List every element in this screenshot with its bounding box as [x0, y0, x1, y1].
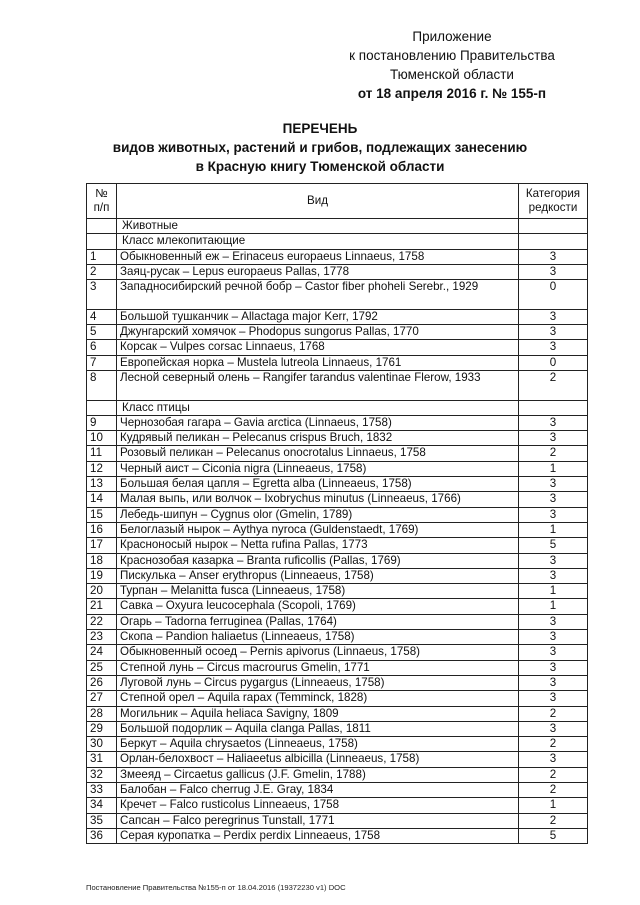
- document-title: [0, 119, 640, 176]
- table-row: [87, 249, 588, 264]
- species-name: Степной орел – Aquila rapax (Temminck, 1828): [117, 691, 519, 706]
- row-number: 14: [87, 492, 117, 507]
- row-number: 24: [87, 645, 117, 660]
- rarity-category: 3: [519, 249, 588, 264]
- section-row-birds: [87, 400, 588, 415]
- species-name: Савка – Oxyura leucocephala (Scopoli, 1769): [117, 599, 519, 614]
- species-name: Большой тушканчик – Allactaga major Kerr, 1792: [117, 309, 519, 324]
- table-row: [87, 461, 588, 476]
- table-row: [87, 280, 588, 310]
- resolution-date-number: от 18 апреля 2016 г. № 155-п: [357, 86, 547, 101]
- rarity-category: 3: [519, 415, 588, 430]
- species-name: Западносибирский речной бобр – Castor fiber phoheli Serebr., 1929: [117, 280, 519, 310]
- rarity-category: 3: [519, 553, 588, 568]
- species-name: Турпан – Melanitta fusca (Linneaeus, 1758): [117, 584, 519, 599]
- species-name: Джунгарский хомячок – Phodopus sungorus Pallas, 1770: [117, 325, 519, 340]
- species-name: Лесной северный олень – Rangifer tarandus valentinae Flerow, 1933: [117, 370, 519, 400]
- row-number: 20: [87, 584, 117, 599]
- table-row: [87, 538, 588, 553]
- row-number: 11: [87, 446, 117, 461]
- section-row-animals: [87, 219, 588, 234]
- table-row: [87, 370, 588, 400]
- rarity-category: 2: [519, 446, 588, 461]
- row-number: 17: [87, 538, 117, 553]
- table-row: [87, 415, 588, 430]
- table-row: [87, 614, 588, 629]
- rarity-category: 0: [519, 280, 588, 310]
- region-name: Тюменской области: [390, 67, 514, 82]
- section-label-birds: Класс птицы: [117, 400, 519, 415]
- species-name: Огарь – Tadorna ferruginea (Pallas, 1764): [117, 614, 519, 629]
- species-name: Заяц-русак – Lepus europaeus Pallas, 1778: [117, 264, 519, 279]
- species-name: Луговой лунь – Circus pygargus (Linneaeus, 1758): [117, 675, 519, 690]
- row-number: 29: [87, 721, 117, 736]
- row-number: 19: [87, 568, 117, 583]
- rarity-category: 2: [519, 737, 588, 752]
- section-label-animals: Животные: [117, 219, 519, 234]
- row-number: 5: [87, 325, 117, 340]
- table-row: [87, 325, 588, 340]
- row-number: 21: [87, 599, 117, 614]
- row-number: 6: [87, 340, 117, 355]
- species-name: Степной лунь – Circus macrourus Gmelin, 1771: [117, 660, 519, 675]
- rarity-category: 3: [519, 675, 588, 690]
- rarity-category: 3: [519, 630, 588, 645]
- row-number: 8: [87, 370, 117, 400]
- row-number: 13: [87, 477, 117, 492]
- section-label-mammals: Класс млекопитающие: [117, 234, 519, 249]
- rarity-category: 3: [519, 325, 588, 340]
- table-row: [87, 584, 588, 599]
- row-number: 10: [87, 431, 117, 446]
- row-number: 2: [87, 264, 117, 279]
- column-header-species: Вид: [117, 184, 519, 219]
- species-name: Обыкновенный еж – Erinaceus europaeus Linnaeus, 1758: [117, 249, 519, 264]
- rarity-category: 3: [519, 752, 588, 767]
- species-name: Красноносый нырок – Netta rufina Pallas, 1773: [117, 538, 519, 553]
- species-name: Малая выпь, или волчок – Ixobrychus minutus (Linneaeus, 1766): [117, 492, 519, 507]
- table-row: [87, 264, 588, 279]
- title-line-2: видов животных, растений и грибов, подлежащих занесению: [112, 140, 528, 155]
- table-row: [87, 492, 588, 507]
- table-row: [87, 309, 588, 324]
- row-number: 12: [87, 461, 117, 476]
- row-number: 26: [87, 675, 117, 690]
- table-body: [87, 219, 588, 844]
- species-name: Беркут – Aquila chrysaetos (Linneaeus, 1758): [117, 737, 519, 752]
- species-name: Чернозобая гагара – Gavia arctica (Linnaeus, 1758): [117, 415, 519, 430]
- section-row-mammals: [87, 234, 588, 249]
- row-number: 3: [87, 280, 117, 310]
- row-number: 23: [87, 630, 117, 645]
- table-row: [87, 706, 588, 721]
- rarity-category: 3: [519, 691, 588, 706]
- row-number: 28: [87, 706, 117, 721]
- species-name: Белоглазый нырок – Aythya nyroca (Guldenstaedt, 1769): [117, 522, 519, 537]
- row-number: 34: [87, 798, 117, 813]
- species-name: Змееяд – Circaetus gallicus (J.F. Gmelin, 1788): [117, 767, 519, 782]
- species-name: Могильник – Aquila heliaca Savigny, 1809: [117, 706, 519, 721]
- table-row: [87, 813, 588, 828]
- row-number: 31: [87, 752, 117, 767]
- table-header-row: [87, 184, 588, 219]
- table-row: [87, 446, 588, 461]
- rarity-category: 2: [519, 706, 588, 721]
- row-number: 35: [87, 813, 117, 828]
- species-name: Кудрявый пеликан – Pelecanus crispus Bruch, 1832: [117, 431, 519, 446]
- rarity-category: 1: [519, 522, 588, 537]
- table-row: [87, 737, 588, 752]
- species-name: Орлан-белохвост – Haliaeetus albicilla (Linneaeus, 1758): [117, 752, 519, 767]
- rarity-category: 1: [519, 599, 588, 614]
- species-name: Европейская норка – Mustela lutreola Linnaeus, 1761: [117, 355, 519, 370]
- row-number: 9: [87, 415, 117, 430]
- species-name: Обыкновенный осоед – Pernis apivorus (Linnaeus, 1758): [117, 645, 519, 660]
- table-row: [87, 721, 588, 736]
- table-row: [87, 828, 588, 843]
- table-row: [87, 522, 588, 537]
- row-number: 25: [87, 660, 117, 675]
- species-name: Кречет – Falco rusticolus Linneaeus, 1758: [117, 798, 519, 813]
- rarity-category: 3: [519, 645, 588, 660]
- species-name: Скопа – Pandion haliaetus (Linneaeus, 1758): [117, 630, 519, 645]
- species-name: Черный аист – Ciconia nigra (Linneaeus, 1758): [117, 461, 519, 476]
- species-name: Краснозобая казарка – Branta ruficollis (Pallas, 1769): [117, 553, 519, 568]
- table-row: [87, 431, 588, 446]
- species-table: [86, 183, 588, 844]
- row-number: 7: [87, 355, 117, 370]
- species-name: Корсак – Vulpes corsac Linnaeus, 1768: [117, 340, 519, 355]
- rarity-category: 3: [519, 309, 588, 324]
- rarity-category: 3: [519, 492, 588, 507]
- table-row: [87, 507, 588, 522]
- table-row: [87, 599, 588, 614]
- species-name: Лебедь-шипун – Cygnus olor (Gmelin, 1789): [117, 507, 519, 522]
- rarity-category: 1: [519, 798, 588, 813]
- rarity-category: 3: [519, 264, 588, 279]
- rarity-category: 0: [519, 355, 588, 370]
- species-name: Пискулька – Anser erythropus (Linneaeus, 1758): [117, 568, 519, 583]
- rarity-category: 1: [519, 584, 588, 599]
- row-number: 16: [87, 522, 117, 537]
- rarity-category: 3: [519, 507, 588, 522]
- table-row: [87, 355, 588, 370]
- table-row: [87, 660, 588, 675]
- row-number: 36: [87, 828, 117, 843]
- title-line-3: в Красную книгу Тюменской области: [195, 159, 445, 174]
- table-row: [87, 782, 588, 797]
- rarity-category: 3: [519, 721, 588, 736]
- rarity-category: 1: [519, 461, 588, 476]
- rarity-category: 2: [519, 813, 588, 828]
- row-number: 4: [87, 309, 117, 324]
- title-line-1: ПЕРЕЧЕНЬ: [282, 121, 358, 136]
- rarity-category: 5: [519, 828, 588, 843]
- table-row: [87, 568, 588, 583]
- row-number: 22: [87, 614, 117, 629]
- row-number: 27: [87, 691, 117, 706]
- rarity-category: 2: [519, 370, 588, 400]
- row-number: 30: [87, 737, 117, 752]
- species-name: Большой подорлик – Aquila clanga Pallas, 1811: [117, 721, 519, 736]
- rarity-category: 5: [519, 538, 588, 553]
- table-row: [87, 340, 588, 355]
- rarity-category: 3: [519, 340, 588, 355]
- row-number: 15: [87, 507, 117, 522]
- document-footer: Постановление Правительства №155-п от 18.04.2016 (19372230 v1) DOC: [86, 883, 346, 892]
- row-number: 1: [87, 249, 117, 264]
- table-row: [87, 553, 588, 568]
- rarity-category: 3: [519, 477, 588, 492]
- table-row: [87, 477, 588, 492]
- rarity-category: 3: [519, 614, 588, 629]
- table-row: [87, 630, 588, 645]
- table-row: [87, 798, 588, 813]
- table-row: [87, 675, 588, 690]
- document-header: [332, 27, 572, 103]
- row-number: 18: [87, 553, 117, 568]
- rarity-category: 2: [519, 782, 588, 797]
- row-number: 33: [87, 782, 117, 797]
- appendix-label: Приложение: [412, 29, 492, 44]
- rarity-category: 3: [519, 568, 588, 583]
- row-number: 32: [87, 767, 117, 782]
- column-header-number: № п/п: [87, 184, 117, 219]
- resolution-reference: к постановлению Правительства: [349, 48, 555, 63]
- table-row: [87, 752, 588, 767]
- species-name: Сапсан – Falco peregrinus Tunstall, 1771: [117, 813, 519, 828]
- rarity-category: 3: [519, 660, 588, 675]
- table-row: [87, 691, 588, 706]
- species-name: Розовый пеликан – Pelecanus onocrotalus Linnaeus, 1758: [117, 446, 519, 461]
- table-row: [87, 645, 588, 660]
- species-name: Балобан – Falco cherrug J.E. Gray, 1834: [117, 782, 519, 797]
- rarity-category: 2: [519, 767, 588, 782]
- column-header-category: Категория редкости: [519, 184, 588, 219]
- rarity-category: 3: [519, 431, 588, 446]
- table-row: [87, 767, 588, 782]
- species-name: Серая куропатка – Perdix perdix Linneaeus, 1758: [117, 828, 519, 843]
- species-name: Большая белая цапля – Egretta alba (Linneaeus, 1758): [117, 477, 519, 492]
